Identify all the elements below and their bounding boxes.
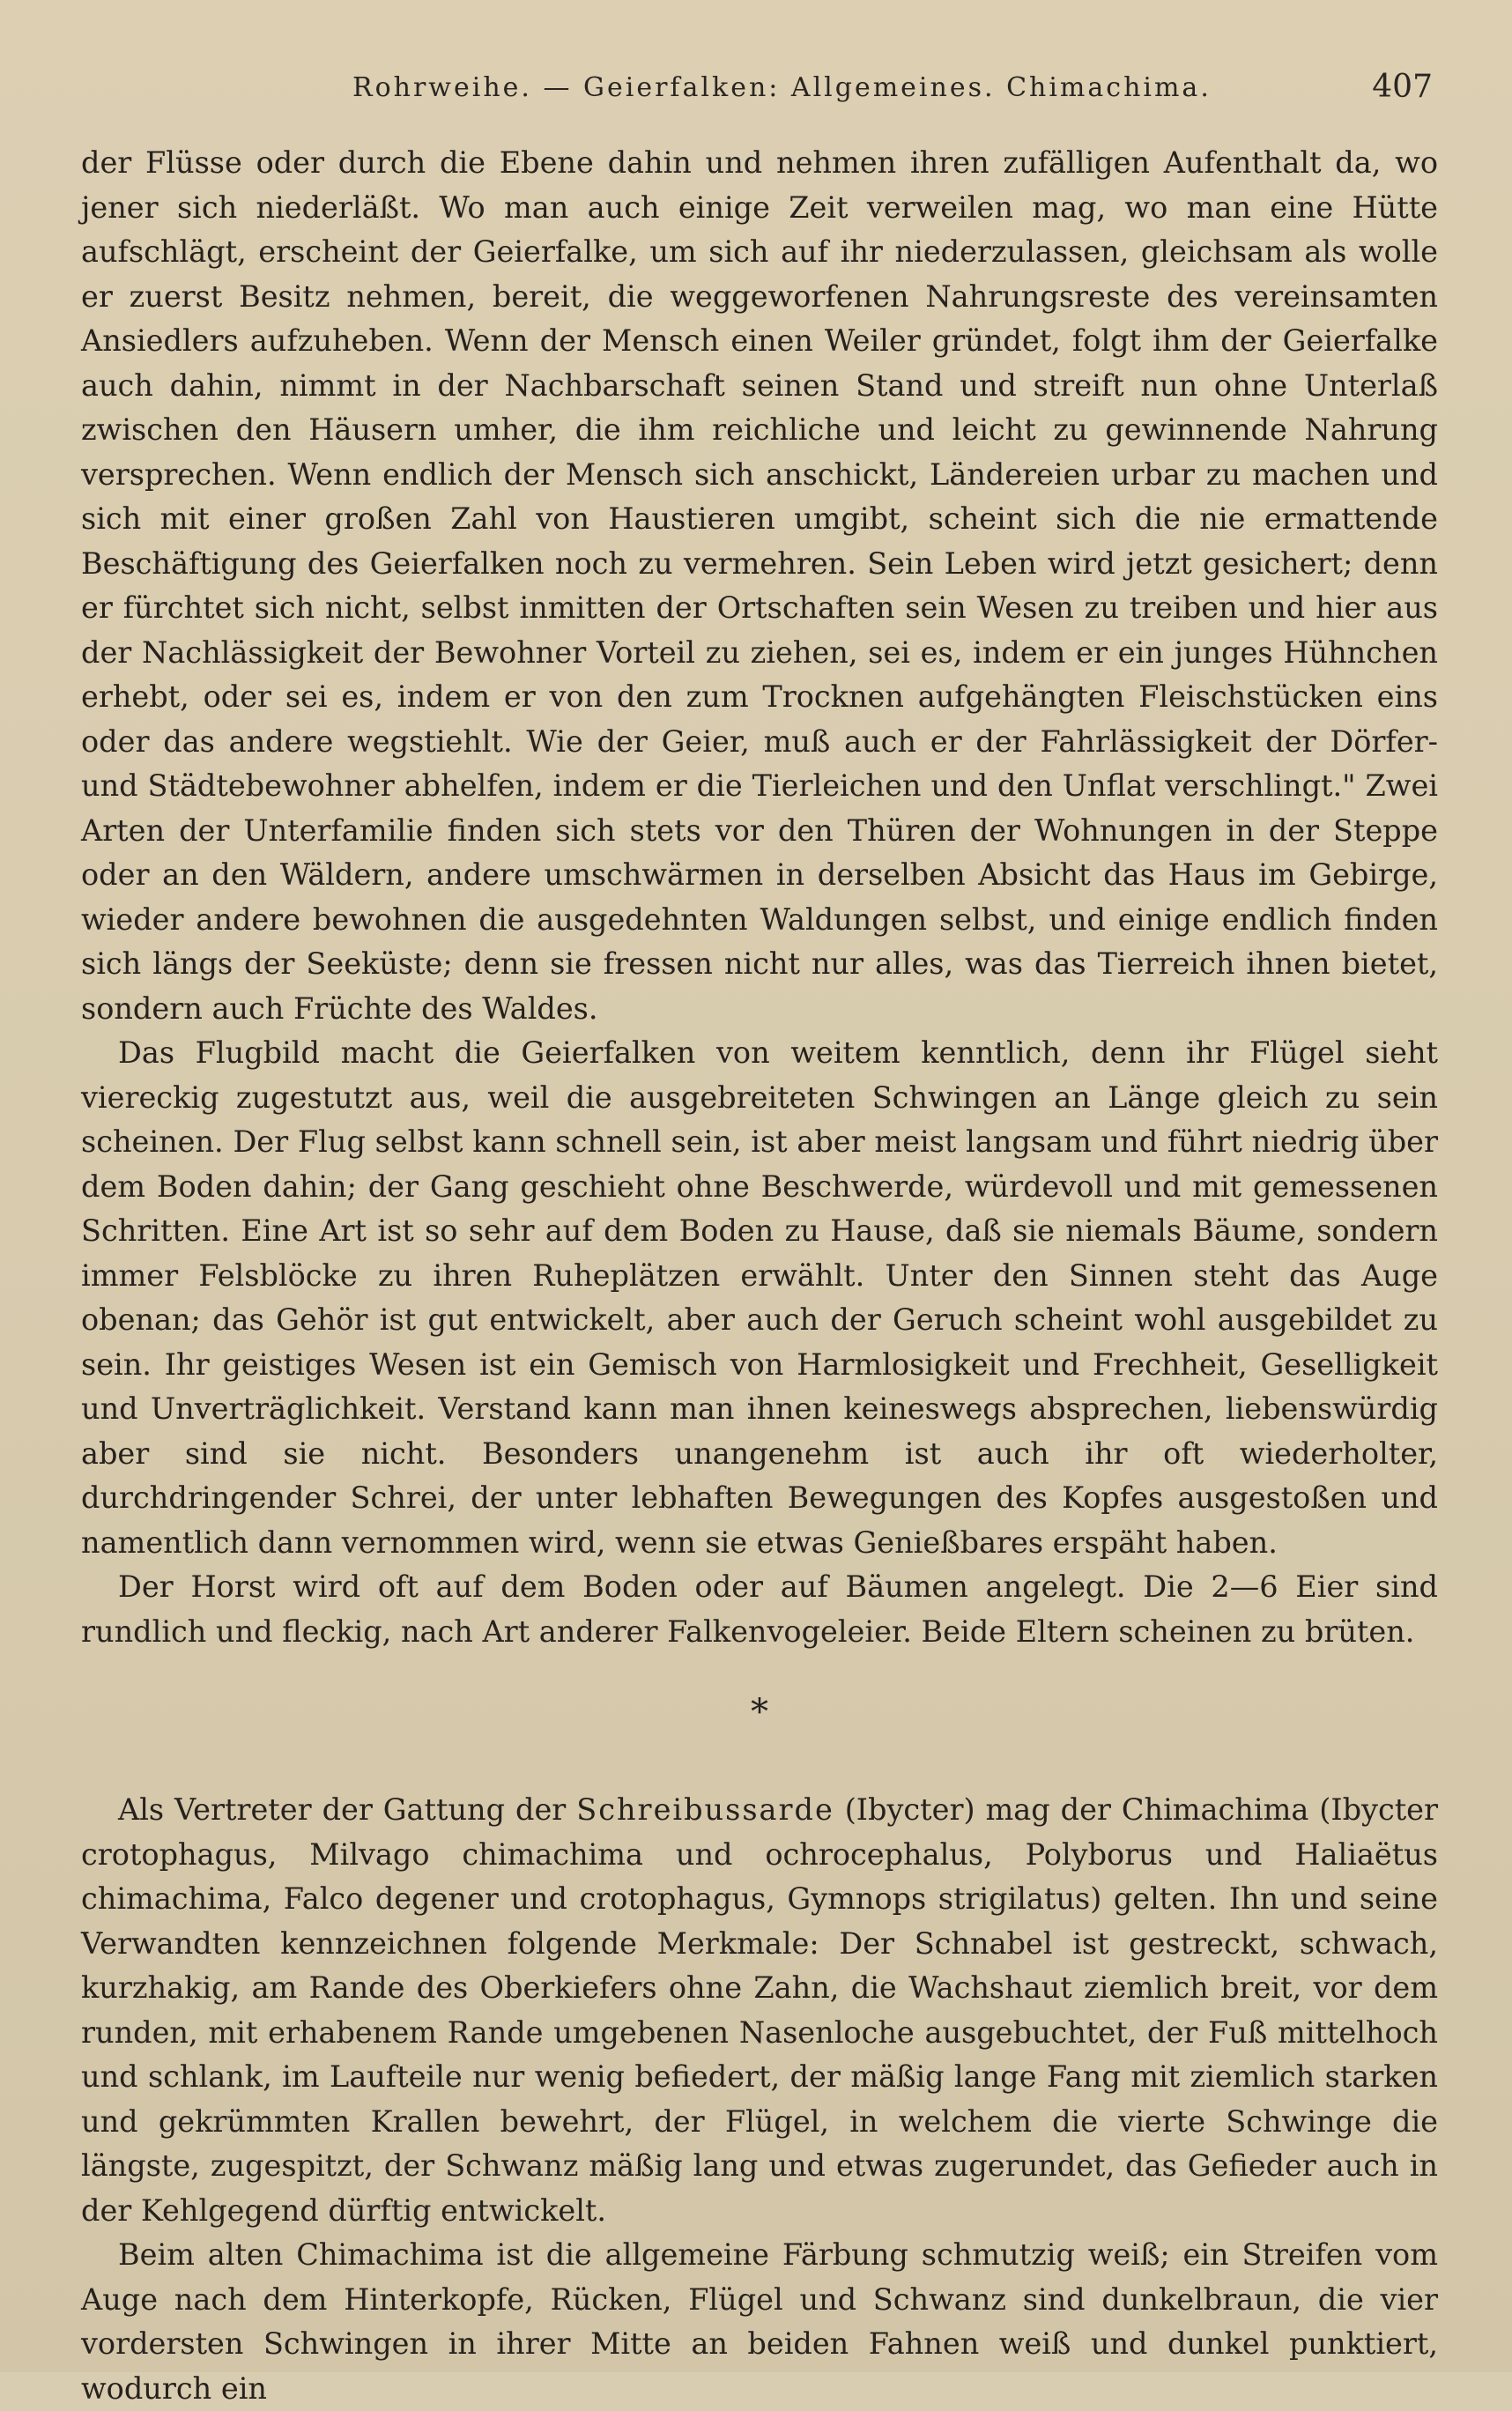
paragraph-nest: Der Horst wird oft auf dem Boden oder auf Bäumen angelegt. Die 2—6 Eier sind rundlich und fleckig, nach Art anderer Falkenvogeleier. Beide Eltern scheinen zu brüten. (81, 1569, 1438, 1649)
paragraph-chimachima-coloring: Beim alten Chimachima ist die allgemeine Färbung schmutzig weiß; ein Streifen vom Auge nach dem Hinterkopfe, Rücken, Flügel und Schwanz sind dunkelbraun, die vier vordersten Schwingen in ihrer Mitte an beiden Fahnen weiß und dunkel punktiert, wodurch ein (81, 2237, 1438, 2406)
running-title: Rohrweihe. — Geierfalken: Allgemeines. Chimachima. (352, 72, 1212, 103)
paragraph-rest: (Ibycter) mag der Chimachima (Ibycter crotophagus, Milvago chimachima und ochrocephalus, Polyborus und Haliaëtus chimachima, Falco degener und crotophagus, Gymnops strigilatus) gelten. Ihn und seine Verwandten kennzeichnen folgende Merkmale: Der Schnabel ist gestreckt, schwach, kurzhakig, am Rande des Oberkiefers ohne Zahn, die Wachshaut ziemlich breit, vor dem runden, mit erhabenem Rande umgebenen Nasenloche ausgebuchtet, der Fuß mittelhoch und schlank, im Laufteile nur wenig befiedert, der mäßig lange Fang mit ziemlich starken und gekrümmten Krallen bewehrt, der Flügel, in welchem die vierte Schwinge die längste, zugespitzt, der Schwanz mäßig lang und etwas zugerundet, das Gefieder auch in der Kehlgegend dürftig entwickelt. (81, 1792, 1439, 2228)
section-separator: * (751, 1692, 768, 1732)
paragraph-continued: der Flüsse oder durch die Ebene dahin und nehmen ihren zufälligen Aufenthalt da, wo jener sich niederläßt. Wo man auch einige Zeit verweilen mag, wo man eine Hütte aufschlägt, erscheint der Geierfalke, um sich auf ihr niederzulassen, gleichsam als wolle er zuerst Besitz nehmen, bereit, die weggeworfenen Nahrungsreste des vereinsamten Ansiedlers aufzuheben. Wenn der Mensch einen Weiler gründet, folgt ihm der Geierfalke auch dahin, nimmt in der Nachbarschaft seinen Stand und streift nun ohne Unterlaß zwischen den Häusern umher, die ihm reichliche und leicht zu gewinnende Nahrung versprechen. Wenn endlich der Mensch sich anschickt, Ländereien urbar zu machen und sich mit einer großen Zahl von Haustieren umgibt, scheint sich die nie ermattende Beschäftigung des Geierfalken noch zu vermehren. Sein Leben wird jetzt gesichert; denn er fürchtet sich nicht, selbst inmitten der Ortschaften sein Wesen zu treiben und hier aus der Nachlässigkeit der Bewohner Vorteil zu ziehen, sei es, indem er ein junges Hühnchen erhebt, oder sei es, indem er von den zum Trocknen aufgehängten Fleischstücken eins oder das andere wegstiehlt. Wie der Geier, muß auch er der Fahrlässigkeit der Dörfer- und Städtebewohner abhelfen, indem er die Tierleichen und den Unflat verschlingt." Zwei Arten der Unterfamilie finden sich stets vor den Thüren der Wohnungen in der Steppe oder an den Wäldern, andere umschwärmen in derselben Absicht das Haus im Gebirge, wieder andere bewohnen die ausgedehnten Waldungen selbst, und einige endlich finden sich längs der Seeküste; denn sie fressen nicht nur alles, was das Tierreich ihnen bietet, sondern auch Früchte des Waldes. (81, 145, 1438, 1026)
running-header (352, 69, 1433, 122)
genus-term: Schreibussarde (576, 1792, 834, 1827)
paragraph-flight: Das Flugbild macht die Geierfalken von weitem kenntlich, denn ihr Flügel sieht viereckig zugestutzt aus, weil die ausgebreiteten Schwingen an Länge gleich zu sein scheinen. Der Flug selbst kann schnell sein, ist aber meist langsam und führt niedrig über dem Boden dahin; der Gang geschieht ohne Beschwerde, würdevoll und mit gemessenen Schritten. Eine Art ist so sehr auf dem Boden zu Hause, daß sie niemals Bäume, sondern immer Felsblöcke zu ihren Ruheplätzen erwählt. Unter den Sinnen steht das Auge obenan; das Gehör ist gut entwickelt, aber auch der Geruch scheint wohl ausgebildet zu sein. Ihr geistiges Wesen ist ein Gemisch von Harmlosigkeit und Frechheit, Geselligkeit und Unverträglichkeit. Verstand kann man ihnen keineswegs absprechen, liebenswürdig aber sind sie nicht. Besonders unangenehm ist auch ihr oft wiederholter, durchdringender Schrei, der unter lebhaften Bewegungen des Kopfes ausgestoßen und namentlich dann vernommen wird, wenn sie etwas Genießbares erspäht haben. (81, 1035, 1438, 1560)
paragraph-lead: Als Vertreter der Gattung der (118, 1792, 567, 1827)
page-number: 407 (1372, 69, 1433, 105)
body-text (81, 141, 1438, 2411)
paragraph-chimachima-genus (81, 1788, 1438, 2233)
